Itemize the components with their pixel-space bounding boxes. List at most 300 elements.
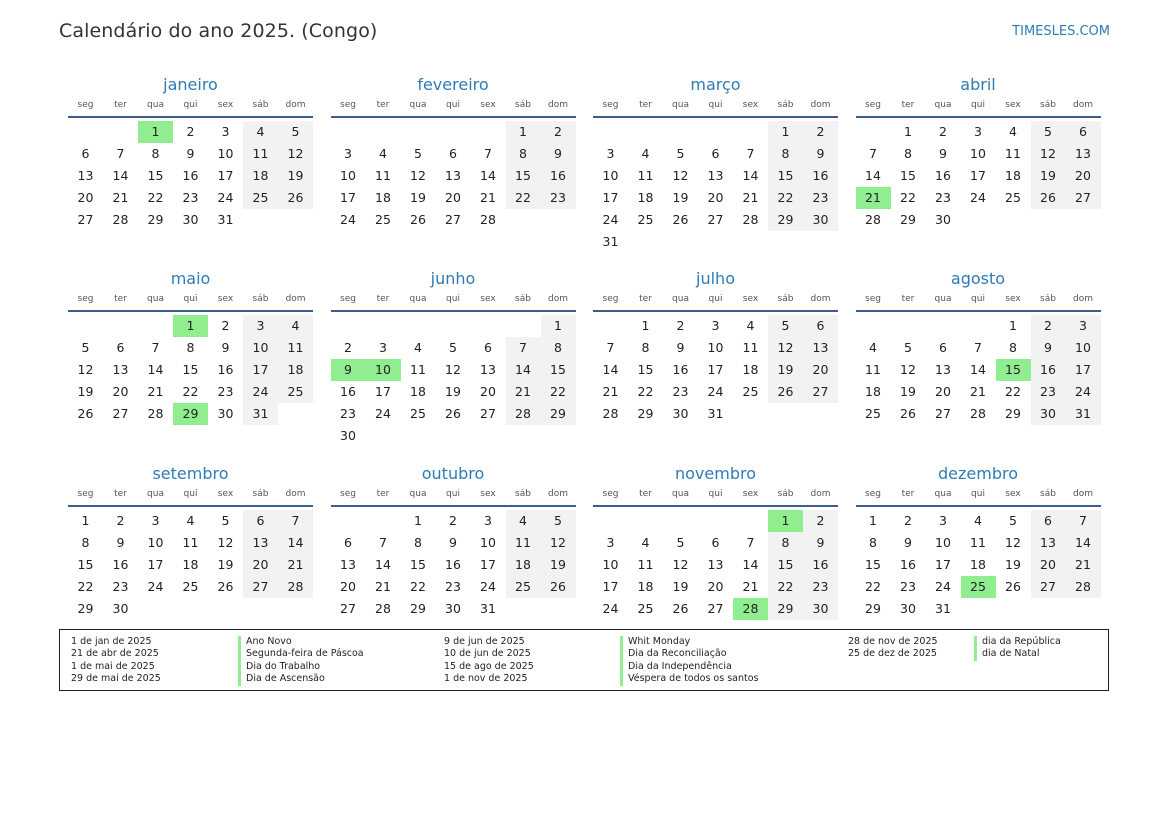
day-cell: 14 — [602, 362, 619, 377]
day-cell-empty — [471, 315, 506, 337]
day-cell: 17 — [1066, 359, 1101, 381]
month-4 — [856, 74, 1101, 231]
day-cell: 12 — [900, 362, 916, 377]
weekday-label: ter — [114, 294, 127, 304]
day-cell: 22 — [1005, 384, 1021, 399]
day-cell: 26 — [77, 406, 94, 421]
day-cell: 31 — [602, 234, 619, 249]
weekday-label: sáb — [777, 489, 794, 499]
day-cell: 2 — [344, 340, 352, 355]
day-cell: 27 — [707, 212, 724, 227]
weekday-label: seg — [602, 294, 619, 304]
day-cell: 26 — [410, 212, 426, 227]
day-cell: 30 — [803, 209, 838, 231]
day-cell: 18 — [742, 362, 759, 377]
legend-date: 9 de jun de 2025 — [444, 636, 525, 647]
day-cell: 3 — [151, 513, 160, 528]
day-cell: 30 — [182, 212, 199, 227]
day-cell: 20 — [707, 579, 724, 594]
day-cell: 9 — [939, 146, 947, 161]
day-cell: 5 — [221, 513, 230, 528]
day-cell: 1 — [768, 121, 803, 143]
day-cell-empty — [733, 121, 768, 143]
day-cell: 6 — [939, 340, 947, 355]
month-1 — [68, 74, 313, 231]
day-cell: 16 — [340, 384, 356, 399]
day-cell: 14 — [506, 359, 541, 381]
day-cell: 30 — [672, 406, 689, 421]
month-name: dezembro — [938, 464, 1018, 483]
day-cell: 20 — [707, 190, 724, 205]
month-name: janeiro — [163, 75, 218, 94]
day-cell: 25 — [742, 384, 759, 399]
day-cell: 14 — [742, 557, 759, 572]
weekday-label: qua — [672, 489, 689, 499]
day-cell: 27 — [340, 601, 356, 616]
legend-date: 28 de nov de 2025 — [848, 636, 938, 647]
legend-date: 1 de nov de 2025 — [444, 673, 528, 685]
day-cell: 15 — [147, 168, 164, 183]
day-cell: 4 — [641, 146, 650, 161]
day-cell: 2 — [1031, 315, 1066, 337]
days-grid — [68, 510, 313, 620]
site-link[interactable]: TIMESLES.COM — [1012, 24, 1110, 39]
day-cell: 3 — [606, 535, 615, 550]
day-cell: 23 — [1031, 381, 1066, 403]
day-cell-empty — [366, 315, 401, 337]
day-cell: 28 — [1066, 576, 1101, 598]
day-cell: 26 — [445, 406, 461, 421]
day-cell: 15 — [182, 362, 199, 377]
day-cell: 31 — [935, 601, 951, 616]
day-cell: 10 — [970, 146, 986, 161]
day-cell-holiday: 15 — [996, 359, 1031, 381]
weekday-header — [68, 98, 313, 118]
day-cell: 3 — [606, 146, 615, 161]
day-cell-empty — [138, 315, 173, 337]
day-cell: 26 — [768, 381, 803, 403]
weekday-label: qua — [147, 489, 164, 499]
day-cell: 12 — [768, 337, 803, 359]
day-cell: 23 — [112, 579, 129, 594]
weekday-label: sáb — [1040, 100, 1056, 110]
day-cell: 3 — [379, 340, 387, 355]
day-cell: 11 — [243, 143, 278, 165]
day-cell: 24 — [970, 190, 986, 205]
weekday-label: seg — [340, 100, 356, 110]
day-cell: 10 — [1066, 337, 1101, 359]
weekday-label: sex — [1005, 489, 1021, 499]
day-cell: 18 — [243, 165, 278, 187]
month-10 — [331, 463, 576, 620]
day-cell-empty — [593, 121, 628, 143]
day-cell: 6 — [484, 340, 492, 355]
weekday-label: dom — [285, 294, 306, 304]
weekday-label: seg — [340, 294, 356, 304]
day-cell: 21 — [480, 190, 496, 205]
day-cell: 19 — [445, 384, 461, 399]
weekday-label: ter — [901, 294, 915, 304]
legend-holiday: Ano Novo — [238, 636, 364, 648]
day-cell: 24 — [147, 579, 164, 594]
day-cell: 9 — [1031, 337, 1066, 359]
day-cell: 9 — [116, 535, 125, 550]
weekday-label: dom — [810, 489, 831, 499]
weekday-header — [593, 487, 838, 507]
day-cell: 4 — [186, 513, 195, 528]
day-cell: 14 — [375, 557, 391, 572]
day-cell: 28 — [970, 406, 986, 421]
day-cell-empty — [331, 315, 366, 337]
weekday-label: dom — [285, 489, 306, 499]
day-cell: 15 — [865, 557, 881, 572]
day-cell: 18 — [1005, 168, 1021, 183]
day-cell: 18 — [278, 359, 313, 381]
month-8 — [856, 268, 1101, 425]
day-cell: 23 — [445, 579, 461, 594]
day-cell: 30 — [340, 428, 356, 443]
days-grid — [68, 121, 313, 231]
legend-holiday: Whit Monday — [620, 636, 758, 648]
day-cell: 18 — [410, 384, 426, 399]
weekday-label: qua — [672, 294, 689, 304]
day-cell: 10 — [935, 535, 951, 550]
weekday-header — [331, 487, 576, 507]
day-cell: 12 — [278, 143, 313, 165]
day-cell: 6 — [711, 535, 720, 550]
day-cell: 30 — [445, 601, 461, 616]
day-cell: 5 — [768, 315, 803, 337]
day-cell: 13 — [445, 168, 461, 183]
day-cell-empty — [698, 121, 733, 143]
day-cell: 11 — [375, 168, 391, 183]
day-cell: 2 — [116, 513, 125, 528]
day-cell-holiday: 28 — [733, 598, 768, 620]
weekday-label: dom — [285, 100, 306, 110]
day-cell: 26 — [672, 212, 689, 227]
day-cell: 4 — [506, 510, 541, 532]
day-cell: 3 — [344, 146, 352, 161]
days-grid — [331, 121, 576, 231]
day-cell: 11 — [506, 532, 541, 554]
day-cell: 5 — [81, 340, 90, 355]
day-cell: 17 — [243, 359, 278, 381]
weekday-label: sex — [217, 489, 234, 499]
days-grid — [331, 315, 576, 447]
day-cell: 10 — [602, 557, 619, 572]
day-cell: 30 — [935, 212, 951, 227]
day-cell-holiday: 1 — [768, 510, 803, 532]
days-grid — [856, 121, 1101, 231]
day-cell: 2 — [939, 124, 947, 139]
day-cell-empty — [331, 510, 366, 532]
day-cell: 6 — [116, 340, 125, 355]
day-cell: 20 — [935, 384, 951, 399]
weekday-label: sáb — [252, 294, 269, 304]
day-cell-empty — [856, 315, 891, 337]
weekday-label: seg — [865, 294, 881, 304]
weekday-label: qua — [147, 100, 164, 110]
day-cell: 22 — [77, 579, 94, 594]
day-cell: 7 — [116, 146, 125, 161]
days-grid — [856, 315, 1101, 425]
day-cell: 11 — [410, 362, 426, 377]
day-cell: 5 — [1009, 513, 1017, 528]
day-cell: 1 — [81, 513, 90, 528]
day-cell: 22 — [637, 384, 654, 399]
weekday-label: sáb — [777, 294, 794, 304]
day-cell: 13 — [707, 168, 724, 183]
day-cell: 20 — [803, 359, 838, 381]
day-cell: 29 — [541, 403, 576, 425]
day-cell: 2 — [803, 510, 838, 532]
day-cell: 6 — [1031, 510, 1066, 532]
day-cell: 9 — [221, 340, 230, 355]
weekday-label: dom — [548, 489, 568, 499]
weekday-label: qui — [708, 100, 723, 110]
day-cell: 1 — [869, 513, 877, 528]
day-cell: 26 — [1005, 579, 1021, 594]
weekday-label: dom — [1073, 294, 1093, 304]
day-cell: 20 — [445, 190, 461, 205]
day-cell: 11 — [637, 557, 654, 572]
day-cell: 18 — [182, 557, 199, 572]
legend-holiday: Véspera de todos os santos — [620, 673, 758, 685]
weekday-label: seg — [77, 489, 94, 499]
day-cell: 10 — [707, 340, 724, 355]
day-cell: 24 — [602, 601, 619, 616]
day-cell: 4 — [278, 315, 313, 337]
month-3 — [593, 74, 838, 253]
day-cell: 4 — [379, 146, 387, 161]
day-cell: 21 — [147, 384, 164, 399]
weekday-label: qui — [708, 294, 723, 304]
month-name: abril — [960, 75, 996, 94]
weekday-label: dom — [810, 100, 831, 110]
day-cell: 18 — [865, 384, 881, 399]
legend-date: 1 de mai de 2025 — [71, 660, 155, 672]
day-cell: 19 — [410, 190, 426, 205]
day-cell: 10 — [480, 535, 496, 550]
day-cell-empty — [401, 121, 436, 143]
weekday-header — [331, 292, 576, 312]
weekday-label: seg — [865, 100, 881, 110]
weekday-label: ter — [114, 489, 127, 499]
day-cell: 11 — [1005, 146, 1021, 161]
day-cell: 3 — [974, 124, 982, 139]
day-cell-holiday: 21 — [856, 187, 891, 209]
day-cell: 25 — [1005, 190, 1021, 205]
day-cell: 19 — [77, 384, 94, 399]
days-grid — [856, 510, 1101, 620]
weekday-label: ter — [376, 489, 390, 499]
day-cell: 22 — [410, 579, 426, 594]
day-cell: 6 — [1066, 121, 1101, 143]
day-cell: 23 — [672, 384, 689, 399]
day-cell: 1 — [1009, 318, 1017, 333]
day-cell: 3 — [711, 318, 720, 333]
day-cell-holiday: 10 — [366, 359, 401, 381]
day-cell: 7 — [606, 340, 615, 355]
day-cell: 19 — [541, 554, 576, 576]
weekday-label: seg — [602, 489, 619, 499]
page-title: Calendário do ano 2025. (Congo) — [59, 20, 378, 42]
day-cell: 6 — [243, 510, 278, 532]
day-cell-empty — [593, 510, 628, 532]
weekday-label: qui — [183, 489, 198, 499]
day-cell-empty — [68, 315, 103, 337]
day-cell: 29 — [1005, 406, 1021, 421]
day-cell: 5 — [904, 340, 912, 355]
legend-date: 25 de dez de 2025 — [848, 648, 937, 660]
day-cell: 16 — [900, 557, 916, 572]
weekday-label: dom — [548, 100, 568, 110]
day-cell: 24 — [217, 190, 234, 205]
weekday-label: dom — [1073, 100, 1093, 110]
legend-date: 21 de abr de 2025 — [71, 648, 159, 660]
day-cell: 31 — [243, 403, 278, 425]
day-cell: 13 — [935, 362, 951, 377]
weekday-label: qui — [971, 489, 985, 499]
legend-holiday: Segunda-feira de Páscoa — [238, 648, 364, 660]
month-5 — [68, 268, 313, 425]
day-cell: 4 — [974, 513, 982, 528]
day-cell: 8 — [151, 146, 160, 161]
weekday-label: seg — [865, 489, 881, 499]
day-cell-holiday: 1 — [138, 121, 173, 143]
day-cell: 2 — [221, 318, 230, 333]
month-name: agosto — [950, 269, 1006, 288]
day-cell: 5 — [449, 340, 457, 355]
day-cell: 20 — [480, 384, 496, 399]
day-cell: 5 — [676, 146, 685, 161]
legend-holiday: Dia de Ascensão — [238, 673, 364, 685]
weekday-label: qui — [183, 100, 198, 110]
day-cell-empty — [68, 121, 103, 143]
days-grid — [331, 510, 576, 620]
day-cell: 27 — [480, 406, 496, 421]
day-cell: 27 — [935, 406, 951, 421]
weekday-header — [68, 487, 313, 507]
day-cell-empty — [331, 121, 366, 143]
weekday-label: ter — [639, 489, 652, 499]
day-cell: 23 — [541, 187, 576, 209]
day-cell: 15 — [77, 557, 94, 572]
month-7 — [593, 268, 838, 425]
weekday-label: sáb — [1040, 489, 1056, 499]
day-cell: 15 — [768, 554, 803, 576]
weekday-label: ter — [901, 100, 915, 110]
day-cell: 23 — [182, 190, 199, 205]
day-cell: 30 — [803, 598, 838, 620]
day-cell: 9 — [186, 146, 195, 161]
day-cell: 29 — [900, 212, 916, 227]
day-cell: 9 — [803, 532, 838, 554]
day-cell: 7 — [1066, 510, 1101, 532]
day-cell: 8 — [186, 340, 195, 355]
weekday-label: seg — [77, 294, 94, 304]
day-cell: 12 — [445, 362, 461, 377]
legend-date: 15 de ago de 2025 — [444, 660, 534, 672]
day-cell: 2 — [449, 513, 457, 528]
weekday-label: sex — [1005, 294, 1021, 304]
day-cell-empty — [401, 315, 436, 337]
day-cell-holiday: 1 — [173, 315, 208, 337]
day-cell: 14 — [742, 168, 759, 183]
weekday-label: qui — [971, 294, 985, 304]
day-cell: 21 — [970, 384, 986, 399]
day-cell: 19 — [768, 359, 803, 381]
day-cell: 11 — [278, 337, 313, 359]
weekday-label: sáb — [252, 100, 269, 110]
days-grid — [593, 315, 838, 425]
weekday-label: sex — [480, 100, 496, 110]
month-12 — [856, 463, 1101, 620]
day-cell: 26 — [217, 579, 234, 594]
day-cell: 7 — [278, 510, 313, 532]
day-cell-empty — [856, 121, 891, 143]
weekday-header — [331, 98, 576, 118]
day-cell: 26 — [900, 406, 916, 421]
day-cell: 19 — [1005, 557, 1021, 572]
day-cell: 22 — [182, 384, 199, 399]
legend-holiday-names — [974, 636, 1061, 661]
weekday-label: qua — [147, 294, 164, 304]
day-cell: 27 — [707, 601, 724, 616]
weekday-label: qua — [934, 489, 952, 499]
day-cell: 1 — [506, 121, 541, 143]
month-name: setembro — [152, 464, 229, 483]
day-cell: 26 — [672, 601, 689, 616]
weekday-label: sex — [217, 294, 234, 304]
day-cell: 10 — [217, 146, 234, 161]
weekday-header — [68, 292, 313, 312]
weekday-label: sex — [480, 489, 496, 499]
weekday-header — [856, 292, 1101, 312]
day-cell: 28 — [375, 601, 391, 616]
day-cell-empty — [103, 315, 138, 337]
day-cell: 17 — [340, 190, 356, 205]
day-cell: 17 — [602, 190, 619, 205]
day-cell: 5 — [676, 535, 685, 550]
days-grid — [593, 510, 838, 620]
day-cell: 31 — [480, 601, 496, 616]
day-cell: 18 — [375, 190, 391, 205]
day-cell-empty — [593, 315, 628, 337]
day-cell: 24 — [707, 384, 724, 399]
legend-date: 10 de jun de 2025 — [444, 648, 531, 660]
legend-holiday: Dia do Trabalho — [238, 661, 364, 673]
day-cell: 18 — [637, 579, 654, 594]
day-cell: 31 — [1066, 403, 1101, 425]
weekday-label: qua — [409, 100, 427, 110]
day-cell: 31 — [707, 406, 724, 421]
day-cell: 24 — [340, 212, 356, 227]
day-cell: 18 — [506, 554, 541, 576]
day-cell: 17 — [970, 168, 986, 183]
day-cell-empty — [628, 510, 663, 532]
day-cell: 6 — [711, 146, 720, 161]
day-cell-empty — [926, 315, 961, 337]
day-cell: 25 — [410, 406, 426, 421]
day-cell: 25 — [278, 381, 313, 403]
day-cell: 11 — [742, 340, 759, 355]
day-cell: 17 — [602, 579, 619, 594]
day-cell: 14 — [970, 362, 986, 377]
day-cell: 9 — [676, 340, 685, 355]
day-cell: 13 — [112, 362, 129, 377]
day-cell: 8 — [541, 337, 576, 359]
